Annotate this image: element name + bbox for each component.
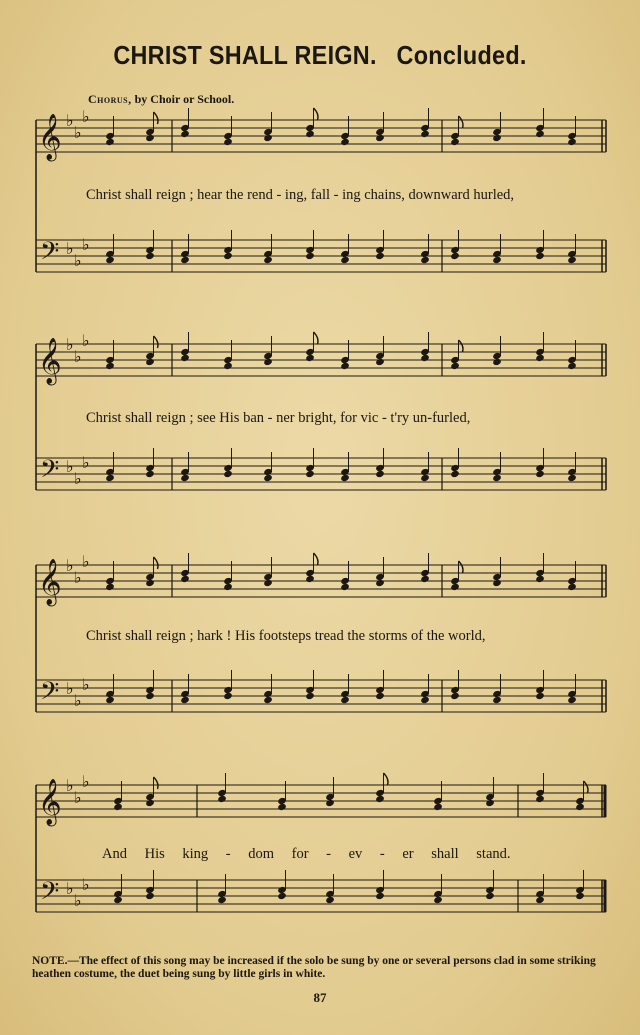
music-systems [36,107,606,912]
flat-sign-icon: ♭ [66,679,74,698]
bass-clef-icon: 𝄢 [40,877,60,912]
flat-sign-icon: ♭ [82,772,90,791]
note-flag [154,336,159,348]
flat-sign-icon: ♭ [74,568,82,587]
note-flag [459,561,464,573]
flat-sign-icon: ♭ [82,235,90,254]
flat-sign-icon: ♭ [74,469,82,488]
flat-sign-icon: ♭ [66,556,74,575]
note-flag [154,112,159,124]
flat-sign-icon: ♭ [74,691,82,710]
flat-sign-icon: ♭ [82,552,90,571]
note-flag [459,116,464,128]
bass-clef-icon: 𝄢 [40,237,60,272]
treble-clef-icon: 𝄞 [38,114,62,160]
lyric-line-2: Christ shall reign ; see His ban - ner bright, for vic - t'ry un-furled, [86,410,471,426]
flat-sign-icon: ♭ [74,251,82,270]
note-flag [154,557,159,569]
flat-sign-icon: ♭ [82,107,90,126]
note-flag [154,777,159,789]
lyric-line-3: Christ shall reign ; hark ! His footsteps tread the storms of the world, [86,628,486,644]
flat-sign-icon: ♭ [74,123,82,142]
song-title: CHRIST SHALL REIGN. [113,40,377,70]
chorus-label-caps: Chorus, [88,92,132,106]
flat-sign-icon: ♭ [74,891,82,910]
page-number: 87 [313,990,327,1005]
flat-sign-icon: ♭ [82,675,90,694]
flat-sign-icon: ♭ [82,453,90,472]
treble-clef-icon: 𝄞 [38,779,62,825]
note-flag [584,781,589,793]
flat-sign-icon: ♭ [74,347,82,366]
flat-sign-icon: ♭ [66,776,74,795]
flat-sign-icon: ♭ [66,111,74,130]
flat-sign-icon: ♭ [82,875,90,894]
note-flag [314,332,319,344]
flat-sign-icon: ♭ [66,239,74,258]
song-subtitle: Concluded. [396,40,527,70]
flat-sign-icon: ♭ [66,335,74,354]
treble-clef-icon: 𝄞 [38,559,62,605]
bass-clef-icon: 𝄢 [40,455,60,490]
flat-sign-icon: ♭ [74,788,82,807]
note-flag [459,340,464,352]
flat-sign-icon: ♭ [66,457,74,476]
treble-clef-icon: 𝄞 [38,338,62,384]
flat-sign-icon: ♭ [82,331,90,350]
note-flag [314,553,319,565]
lyric-line-1: Christ shall reign ; hear the rend - ing, fall - ing chains, downward hurled, [86,187,515,203]
note-flag [384,773,389,785]
chorus-label-rest: by Choir or School. [134,92,235,106]
lyric-line-4: And His king - dom for - ev - er shall stand. [102,846,511,862]
note-flag [314,108,319,120]
footnote: NOTE.—The effect of this song may be increased if the solo be sung by one or several persons clad in some striking heathen costume, the duet being sung by little girls in white. [32,955,596,980]
bass-clef-icon: 𝄢 [40,677,60,712]
flat-sign-icon: ♭ [66,879,74,898]
